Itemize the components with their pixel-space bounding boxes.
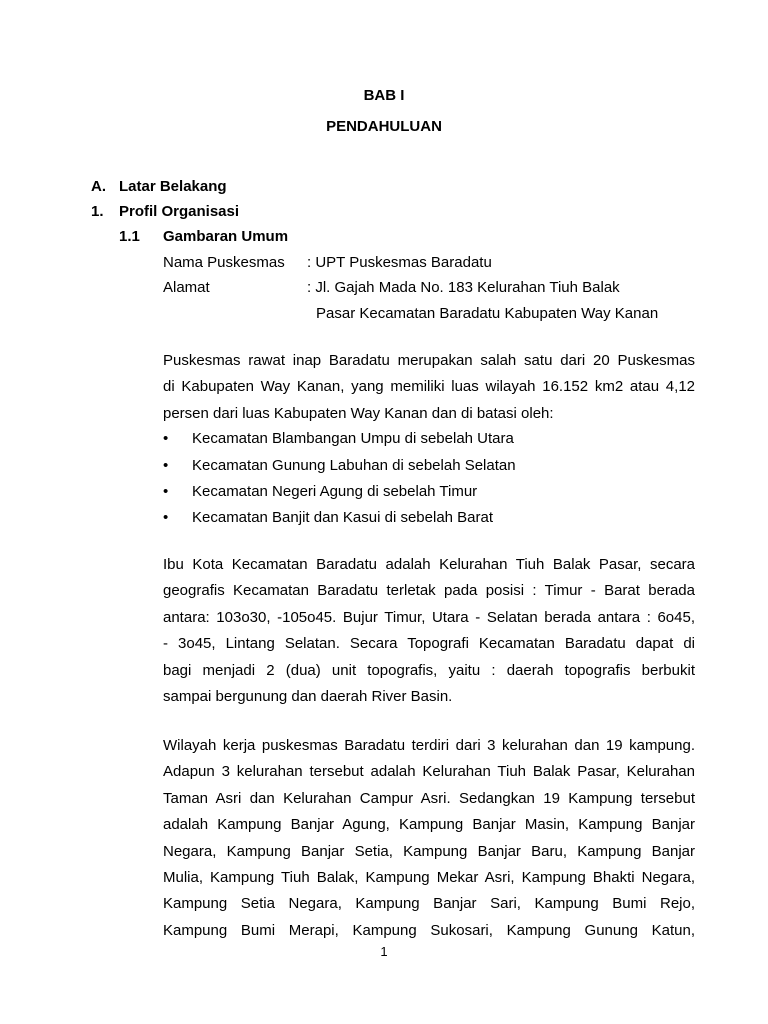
paragraph-geography <box>163 552 695 710</box>
address-value-line2: Pasar Kecamatan Baradatu Kabupaten Way Kanan <box>316 305 659 322</box>
list-item-text: Kecamatan Negeri Agung di sebelah Timur <box>192 483 478 500</box>
bullet-icon: • <box>163 509 169 526</box>
paragraph-line: Negara, Kampung Banjar Setia, Kampung Banjar Baru, Kampung Banjar <box>163 842 695 860</box>
paragraph-line: Ibu Kota Kecamatan Baradatu adalah Kelurahan Tiuh Balak Pasar, secara <box>163 556 695 573</box>
paragraph-line: di Kabupaten Way Kanan, yang memiliki luas wilayah 16.152 km2 atau 4,12 <box>163 378 695 396</box>
paragraph-line: - 3o45, Lintang Selatan. Secara Topografi Kecamatan Baradatu dapat di <box>163 635 695 653</box>
paragraph-line: adalah Kampung Banjar Agung, Kampung Banjar Masin, Kampung Banjar <box>163 816 695 834</box>
paragraph-line: persen dari luas Kabupaten Way Kanan dan di batasi oleh: <box>163 404 554 422</box>
chapter-number: BAB I <box>363 87 405 104</box>
subsection-number: 1.1 <box>119 228 140 245</box>
paragraph-line: bagi menjadi 2 (dua) unit topografis, yaitu : daerah topografis berbukit <box>163 661 695 679</box>
address-value-line1: : Jl. Gajah Mada No. 183 Kelurahan Tiuh Balak <box>307 279 620 296</box>
list-item-text: Kecamatan Banjit dan Kasui di sebelah Barat <box>192 509 494 526</box>
bullet-icon: • <box>163 457 169 474</box>
paragraph-line: geografis Kecamatan Baradatu terletak pada posisi : Timur - Barat berada <box>163 582 695 600</box>
list-item-text: Kecamatan Blambangan Umpu di sebelah Utara <box>192 430 514 447</box>
section-1-number: 1. <box>91 203 104 220</box>
paragraph-working-area <box>163 733 695 944</box>
chapter-title: PENDAHULUAN <box>326 118 442 135</box>
paragraph-line: Wilayah kerja puskesmas Baradatu terdiri dari 3 kelurahan dan 19 kampung. <box>163 737 695 754</box>
paragraph-line: antara: 103o30, -105o45. Bujur Timur, Utara - Selatan berada antara : 6o45, <box>163 608 695 626</box>
bullet-icon: • <box>163 483 169 500</box>
section-a-title: Latar Belakang <box>119 178 227 195</box>
paragraph-line: sampai bergunung dan daerah River Basin. <box>163 687 453 705</box>
paragraph-line: Mulia, Kampung Tiuh Balak, Kampung Mekar Asri, Kampung Bhakti Negara, <box>163 868 695 886</box>
paragraph-intro <box>163 348 695 427</box>
paragraph-line: Kampung Bumi Merapi, Kampung Sukosari, Kampung Gunung Katun, <box>163 921 695 939</box>
name-label: Nama Puskesmas <box>163 254 285 271</box>
name-value: : UPT Puskesmas Baradatu <box>307 254 492 271</box>
list-item-text: Kecamatan Gunung Labuhan di sebelah Selatan <box>192 457 516 474</box>
bullet-icon: • <box>163 430 169 447</box>
subsection-title: Gambaran Umum <box>163 228 289 245</box>
section-a-number: A. <box>91 178 106 195</box>
paragraph-line: Adapun 3 kelurahan tersebut adalah Kelurahan Tiuh Balak Pasar, Kelurahan <box>163 763 695 781</box>
paragraph-line: Taman Asri dan Kelurahan Campur Asri. Sedangkan 19 Kampung tersebut <box>163 789 695 807</box>
paragraph-line: Kampung Setia Negara, Kampung Banjar Sari, Kampung Bumi Rejo, <box>163 895 695 913</box>
address-label: Alamat <box>163 279 210 296</box>
page-number: 1 <box>380 944 388 959</box>
section-1-title: Profil Organisasi <box>119 203 240 220</box>
paragraph-line: Puskesmas rawat inap Baradatu merupakan salah satu dari 20 Puskesmas <box>163 352 695 369</box>
